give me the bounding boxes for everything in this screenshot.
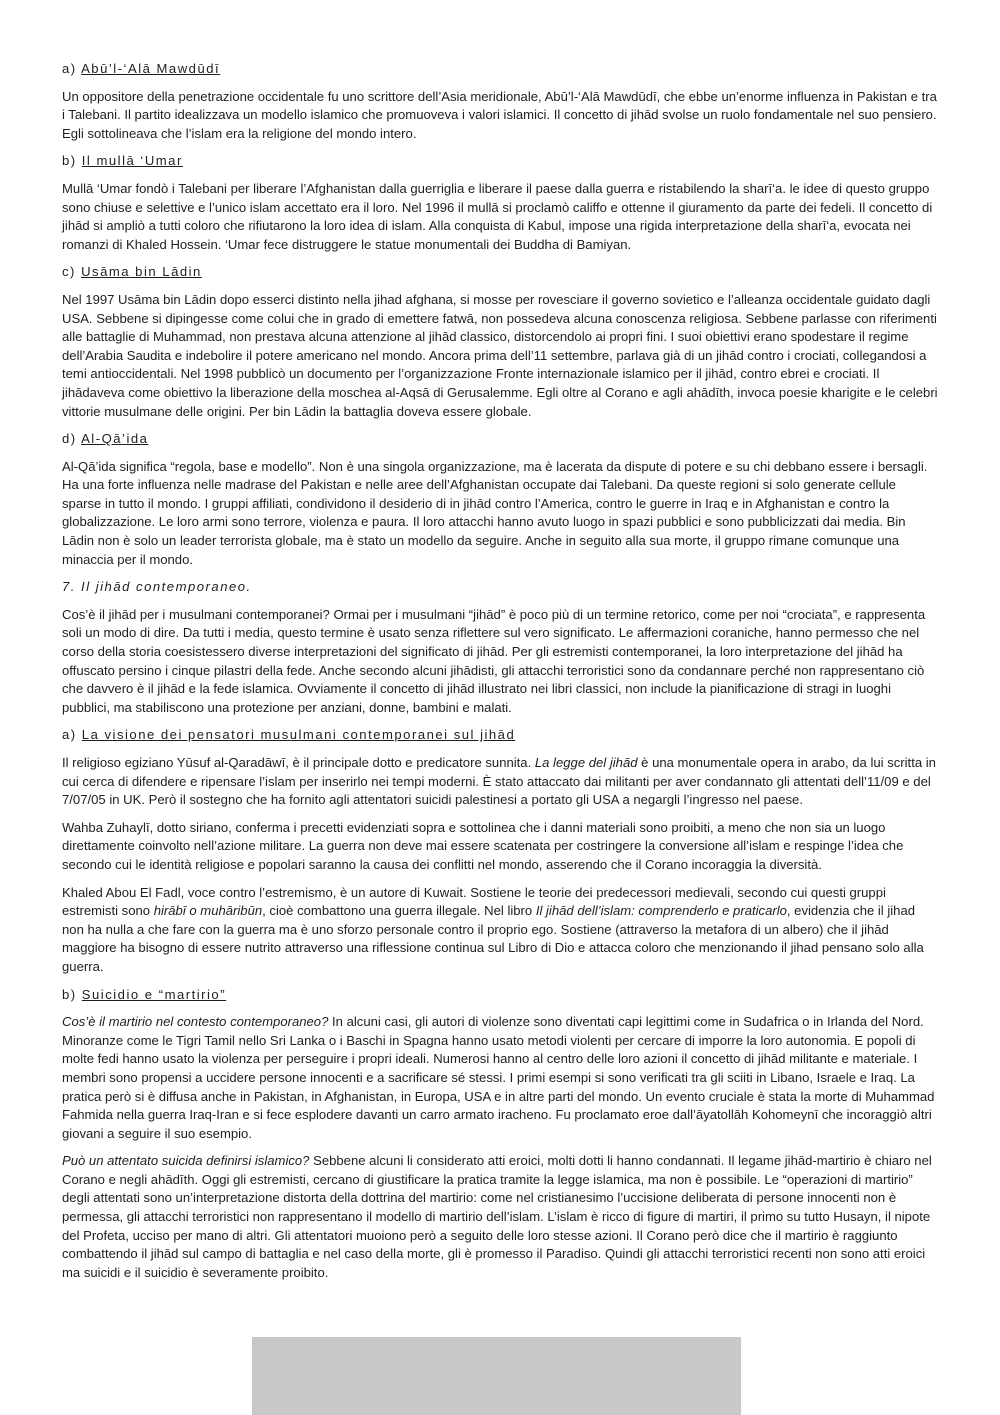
- paragraph: Cos’è il jihād per i musulmani contemporanei? Ormai per i musulmani “jihād” è poco più di un termine retorico, come per noi “crociata”, e rappresenta soli un modo di dire. Da tutti i media, questo termine è usato senza riflettere sul vero significato. Le affermazioni coraniche, hanno permesso che nel corso della storia coesistessero diverse interpretazioni del significato di jihād. Per gli estremisti contemporanei, la loro interpretazione del jihād ha offuscato persino i cinque pilastri della fede. Anche secondo alcuni jihādisti, gli attacchi terroristici sono da condannare perché non rappresentano ciò che davvero è il jihād e la fede islamica. Ovviamente il concetto di jihād illustrato nei libri classici, non include la pianificazione di stragi in luoghi pubblici, ma stabiliscono una protezione per anziani, donne, bambini e malati.: [62, 606, 926, 715]
- section-title: Abū’l-‘Alā Mawdūdī: [81, 61, 221, 76]
- section-title: Usāma bin Lādin: [81, 264, 202, 280]
- section-heading: [62, 986, 938, 1005]
- paragraph: [62, 1013, 938, 1143]
- section-title: Al-Qā’ida: [81, 431, 149, 447]
- paragraph: Al-Qā’ida significa “regola, base e modello”. Non è una singola organizzazione, ma è lacerata da dispute di potere e su chi debbano essere i bersagli. Ha una forte influenza nelle madrase del Pakistan e nelle aree dell’Afghanistan occupate dai Talebani. Da queste regioni si solo generate cellule sparse in tutto il mondo. I gruppi affiliati, condividono il desiderio di in jihād contro l’America, contro le guerre in Iraq e in Afghanistan e contro la globalizzazione. Le loro armi sono terrore, violenza e paura. Il loro attacchi hanno avuto luogo in spazi pubblici e sono pubblicizzati dai media. Bin Lādin non è solo un leader terrorista globale, ma è stato un modello da seguire. Anche in seguito alla sua morte, il gruppo rimane comunque una minaccia per il mondo.: [62, 458, 928, 567]
- paragraph: Mullā ‘Umar fondò i Talebani per liberare l’Afghanistan dalla guerriglia e liberare il paese dalla guerra e ristabilendo la sharī‘a. le idee di questo gruppo sono chiuse e selettive e l’unico islam accettato era il loro. Nel 1996 il mullā si proclamò califfo e ottenne il giuramento da parte dei fedeli. Il concetto di jihād si ampliò a tutti coloro che rifiutarono la loro idea di islam. Alla conquista di Kabul, impose una rigida interpretazione della sharī‘a, evocata nei romanzi di Khaled Hossein. ‘Umar fece distruggere le statue monumentali dei Buddha di Bamiyan.: [62, 180, 933, 252]
- text-run: , evidenzia che il jihad non ha nulla a che fare con la guerra ma è uno sforzo personale contro il proprio ego. Sostiene (attraverso la metafora di un albero) che il jihād maggiore ha bisogno di essere nutrito attraverso una riflessione continua sul Libro di Dio e attacca coloro che menzionando il jihad pensano solo alla guerra.: [62, 903, 924, 974]
- section-prefix: d): [62, 431, 77, 447]
- section-prefix: a): [62, 61, 77, 76]
- paragraph: Wahba Zuhaylī, dotto siriano, conferma i precetti evidenziati sopra e sottolinea che i danni materiali sono proibiti, a meno che non sia un luogo direttamente coinvolto nell’azione militare. La guerra non deve mai essere scatenata per costringere la conversione all’islam e respinge l’idea che secondo cui le identità religiose e popolari saranno la causa dei conflitti nel mondo, asserendo che il Corano incoraggia la diversità.: [62, 819, 904, 872]
- text-run: Il religioso egiziano Yūsuf al-Qaradāwī, è il principale dotto e predicatore sunnita.: [62, 755, 535, 770]
- term: hirābī o muhāribūn: [153, 903, 263, 919]
- section-heading: [62, 430, 938, 449]
- section-heading: [62, 263, 938, 282]
- section-heading: [62, 152, 938, 171]
- text-run: , cioè combattono una guerra illegale. Nel libro: [262, 903, 536, 919]
- section-heading: [62, 726, 938, 745]
- section-title: Il mullā ‘Umar: [81, 153, 183, 169]
- text-run: Khaled Abou El Fadl, voce contro l’estremismo, è un autore di Kuwait. Sostiene le teorie dei predecessori medievali, secondo cui questi gruppi estremisti sono: [62, 884, 886, 919]
- section-title: Suicidio e “martirio”: [81, 986, 227, 1002]
- section-prefix: b): [62, 986, 77, 1002]
- question-lead: Può un attentato suicida definirsi islamico?: [62, 1153, 310, 1169]
- footer-placeholder-block: [252, 1337, 741, 1415]
- book-title: Il jihād dell’islam: comprenderlo e praticarlo: [535, 903, 787, 919]
- section-heading: [62, 60, 938, 79]
- paragraph: Nel 1997 Usāma bin Lādin dopo esserci distinto nella jihad afghana, si mosse per rovesciare il governo sovietico e l’alleanza occidentale guidato dagli USA. Sebbene si dipingesse come colui che in grado di emettere fatwā, non possedeva alcuna conoscenza religiosa. Sebbene parlasse con riferimenti alle battaglie di Muhammad, non prestava alcuna attenzione al jihād classico, distorcendolo ai propri fini. I suoi obiettivi erano spodestare il regime dell’Arabia Saudita e indebolire il potere americano nel mondo. Ancora prima dell’11 settembre, parlava già di un jihād contro i crociati, collegandosi a temi antioccidentali. Nel 1998 pubblicò un documento per l’organizzazione Fronte internazionale islamico per il jihād, contro ebrei e crociati. Il jihādaveva come obiettivo la liberazione della moschea al-Aqsā di Gerusalemme. Egli oltre al Corano e agli ahādīth, invoca poesie kharigite e le celebri vittorie musulmane delle origini. Per bin Lādin la battaglia doveva essere globale.: [62, 291, 938, 419]
- paragraph: [62, 884, 938, 977]
- section-prefix: b): [62, 153, 77, 169]
- text-run: è una monumentale opera in arabo, da lui scritta in cui cerca di difendere e ripensare l’islam per inserirlo nei tempi moderni. È stato attaccato dai militanti per aver condannato gli attentati dell’11/09 e del 7/07/05 in UK. Però il sostegno che ha fornito agli attentatori suicidi palestinesi a portato gli USA a negargli l’ingresso nel paese.: [62, 755, 936, 808]
- paragraph: [62, 1152, 938, 1282]
- book-title: La legge del jihād: [534, 755, 638, 770]
- section-prefix: c): [62, 264, 76, 280]
- question-lead: Cos’è il martirio nel contesto contemporaneo?: [62, 1014, 329, 1030]
- text-run: In alcuni casi, gli autori di violenze sono diventati capi legittimi come in Sudafrica o in Irlanda del Nord. Minoranze come le Tigri Tamil nello Sri Lanka o i Baschi in Spagna hanno usato metodi violenti per cercare di imporre la loro autonomia. E popoli di molte fedi hanno usato la violenza per perseguire i propri ideali. Numerosi hanno al centro delle loro azioni il concetto di jihād militante e materiale. I membri sono propensi a uccidere persone innocenti e a sacrificare sé stessi. I primi esempi si sono verificati tra gli sciiti in Libano, Israele e Iraq. La pratica però si è diffusa anche in Pakistan, in Afghanistan, in Europa, USA e in altre parti del mondo. Un evento cruciale è stata la morte di Muhammad Fahmida nella guerra Iraq-Iran e si fece esplodere davanti un carro armato iracheno. Fu proclamato eroe dall’āyatollāh Kohomeynī che incoraggiò altri giovani a seguire il suo esempio.: [62, 1014, 935, 1141]
- chapter-heading: 7. Il jihād contemporaneo.: [62, 579, 252, 595]
- document-page: [62, 60, 938, 1291]
- section-prefix: a): [62, 727, 77, 743]
- paragraph: [62, 754, 938, 810]
- paragraph: Un oppositore della penetrazione occidentale fu uno scrittore dell’Asia meridionale, Abū’l-‘Alā Mawdūdī, che ebbe un’enorme influenza in Pakistan e tra i Talebani. Il partito idealizzava un modello islamico che promuoveva i valori islamici. Il concetto di jihād svolse un ruolo fondamentale nel suo pensiero. Egli sottolineava che l’islam era la religione del mondo intero.: [62, 88, 937, 141]
- text-run: Sebbene alcuni li considerato atti eroici, molti dotti li hanno condannati. Il legame jihād-martirio è chiaro nel Corano e negli ahādīth. Oggi gli estremisti, cercano di giustificare la pratica tramite la legge islamica, ma non è possibile. Le “operazioni di martirio” degli attentati sono un’interpretazione distorta della dottrina del martirio: come nel cristianesimo l’uccisione deliberata di persone innocenti non è permessa, gli attacchi terroristici non rappresentano il modello di martirio dell’islam. L’islam è ricco di figure di martiri, il primo su tutto Husayn, il nipote del Profeta, ucciso per mano di altri. Gli attentatori muoiono però a seguito delle loro stesse azioni. Il Corano però dice che il martirio è raggiunto combattendo il jihād sul campo di battaglia e nel caso della morte, gli è promesso il Paradiso. Quindi gli attacchi terroristici recenti non sono atti eroici ma suicidi e il suicidio è severamente proibito.: [62, 1153, 932, 1280]
- section-title: La visione dei pensatori musulmani contemporanei sul jihād: [81, 727, 516, 743]
